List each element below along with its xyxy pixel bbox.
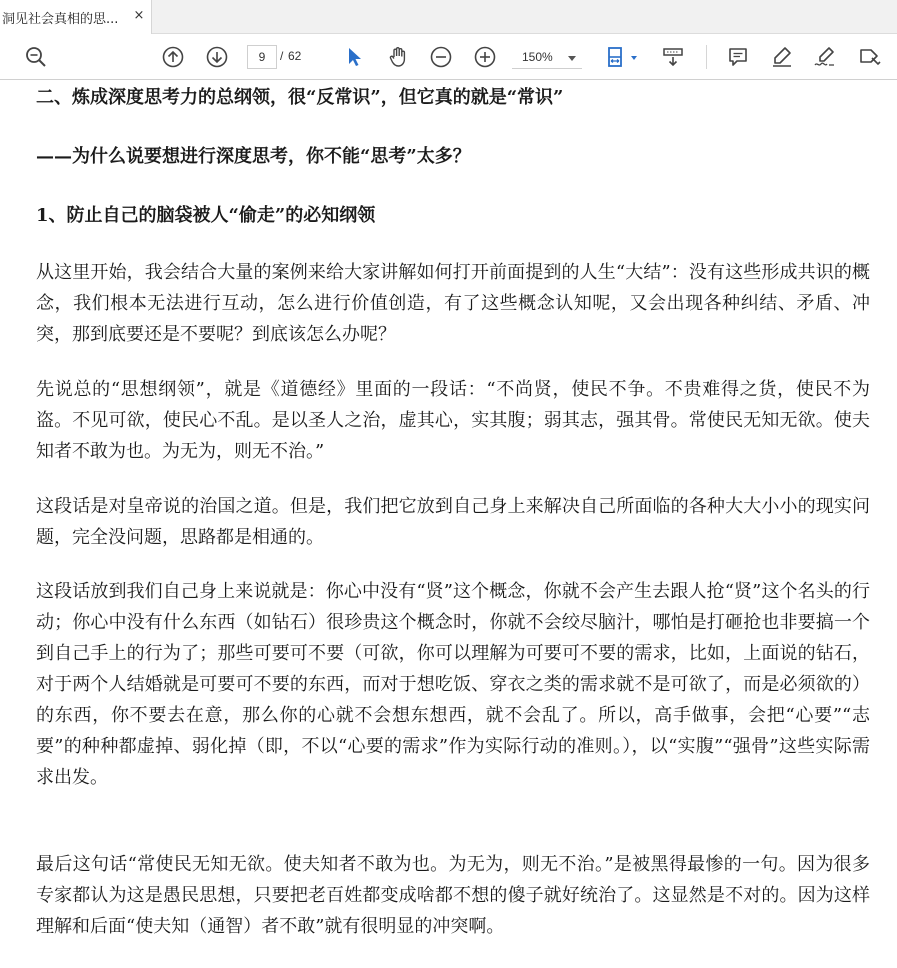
zoom-select[interactable]: 150% bbox=[512, 45, 582, 69]
page-number-input[interactable]: 9 bbox=[247, 45, 277, 69]
comment-icon[interactable] bbox=[724, 43, 752, 71]
scroll-mode-icon[interactable] bbox=[659, 43, 687, 71]
paragraph: 先说总的“思想纲领”，就是《道德经》里面的一段话：“不尚贤，使民不争。不贵难得之货，使民不为盗。不见可欲，使民心不乱。是以圣人之治，虚其心，实其腹；弱其志，强其骨。常使民无知无欲。使夫知者不敢为也。为无为，则无不治。” bbox=[36, 379, 870, 462]
document-page bbox=[0, 80, 897, 968]
select-cursor-icon[interactable] bbox=[340, 43, 368, 71]
paragraph: 这段话放到我们自己身上来说就是：你心中没有“贤”这个概念，你就不会产生去跟人抢“贤”这个名头的行动；你心中没有什么东西（如钻石）很珍贵这个概念时，你就不会绞尽脑汁，哪怕是打砸抢也非要搞一个到自己手上的行为了；那些可要可不要（可欲，你可以理解为可要可不要的需求，比如，上面说的钻石，对于两个人结婚就是可要可不要的东西，而对于想吃饭、穿衣之类的需求就不是可欲了，而是必须欲的）的东西，你不要去在意，那么你的心就不会想东想西，就不会乱了。所以，高手做事，会把“心要”“志要”的种种都虚掉、弱化掉（即，不以“心要的需求”作为实际行动的准则。），以“实腹”“强骨”这些实际需求出发。 bbox=[36, 581, 870, 788]
tab-close-button[interactable]: × bbox=[133, 8, 145, 23]
tab-title: 洞见社会真相的思... bbox=[2, 11, 119, 27]
page-separator: / bbox=[280, 49, 284, 63]
zoom-out-icon[interactable] bbox=[427, 43, 455, 71]
toolbar-divider bbox=[706, 45, 707, 69]
paragraph: 从这里开始，我会结合大量的案例来给大家讲解如何打开前面提到的人生“大结”：没有这些形成共识的概念，我们根本无法进行互动，怎么进行价值创造，有了这些概念认知呢，又会出现各种纠结、矛盾、冲突，那到底要还是不要呢？到底该怎么办呢？ bbox=[36, 262, 870, 345]
zoom-dropdown-icon[interactable] bbox=[568, 56, 576, 61]
search-zoom-icon[interactable] bbox=[22, 43, 50, 71]
document-tab[interactable] bbox=[0, 0, 152, 34]
highlight-pen-icon[interactable] bbox=[768, 43, 796, 71]
tab-bar bbox=[0, 0, 897, 34]
sign-icon[interactable] bbox=[811, 43, 839, 71]
fit-page-icon[interactable] bbox=[602, 43, 630, 71]
zoom-in-icon[interactable] bbox=[471, 43, 499, 71]
page-total: 62 bbox=[288, 49, 302, 63]
more-tools-icon[interactable] bbox=[856, 43, 884, 71]
heading-subtitle: ——为什么说要想进行深度思考，你不能“思考”太多？ bbox=[36, 146, 471, 167]
toolbar bbox=[0, 34, 897, 80]
paragraph: 这段话是对皇帝说的治国之道。但是，我们把它放到自己身上来解决自己所面临的各种大大小小的现实问题，完全没问题，思路都是相通的。 bbox=[36, 496, 870, 548]
paragraph: 最后这句话“常使民无知无欲。使夫知者不敢为也。为无为，则无不治。”是被黑得最惨的一句。因为很多专家都认为这是愚民思想，只要把老百姓都变成啥都不想的傻子就好统治了。这显然是不对的。因为这样理解和后面“使夫知（通智）者不敢”就有很明显的冲突啊。 bbox=[36, 854, 870, 937]
page-down-icon[interactable] bbox=[203, 43, 231, 71]
heading-subsection: 1、防止自己的脑袋被人“偷走”的必知纲领 bbox=[36, 205, 376, 226]
heading-section: 二、炼成深度思考力的总纲领，很“反常识”，但它真的就是“常识” bbox=[36, 87, 564, 108]
page-up-icon[interactable] bbox=[159, 43, 187, 71]
fit-dropdown-icon[interactable] bbox=[631, 56, 637, 60]
hand-tool-icon[interactable] bbox=[384, 43, 412, 71]
